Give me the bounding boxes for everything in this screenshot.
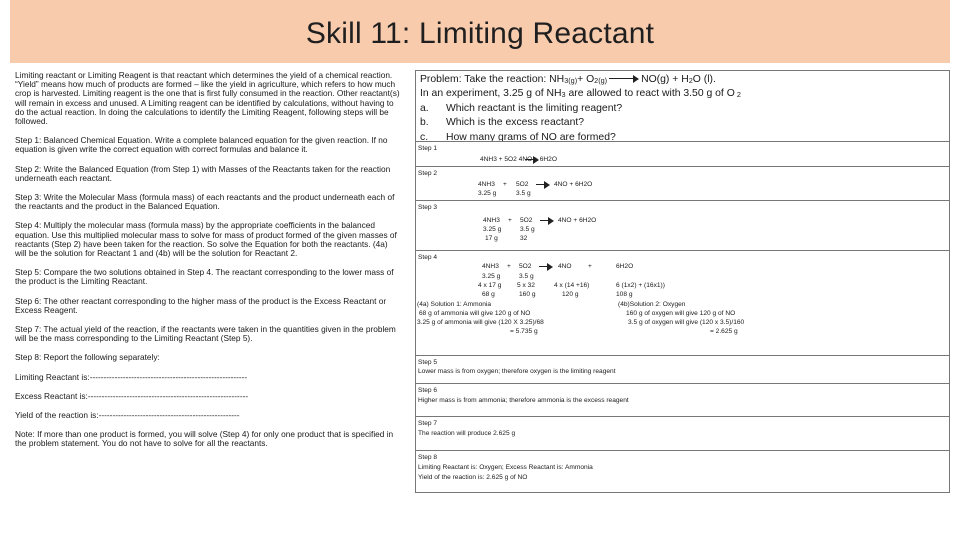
solution-step-3 bbox=[415, 200, 950, 251]
solution-step-6 bbox=[415, 383, 950, 417]
step-label: Step 4 bbox=[418, 254, 438, 261]
mass-ammonia: 3.25 g bbox=[483, 226, 502, 233]
solution-4a-result: = 5.735 g bbox=[510, 328, 538, 335]
yield-blank: Yield of the reaction is:--------------------------------------------------- bbox=[15, 410, 240, 421]
mass-oxygen: 3.5 g bbox=[520, 226, 535, 233]
problem-box bbox=[415, 70, 950, 142]
reaction-arrow-icon bbox=[525, 156, 539, 162]
question-text: Which is the excess reactant? bbox=[446, 117, 585, 129]
question-text: Which reactant is the limiting reagent? bbox=[446, 102, 623, 114]
reactant-oxygen: 5O2 bbox=[516, 181, 529, 188]
mass-oxygen: 3.5 g bbox=[519, 273, 534, 280]
instructions-column bbox=[15, 71, 400, 459]
solution-4b-line2: 3.5 g of oxygen will give (120 x 3.5)/160 bbox=[628, 319, 745, 326]
step8-result-line2: Yield of the reaction is: 2.625 g of NO bbox=[418, 474, 528, 481]
calc-no: 4 x (14 +16) bbox=[554, 282, 590, 289]
step-label: Step 3 bbox=[418, 204, 438, 211]
mass-oxygen: 3.5 g bbox=[516, 190, 531, 197]
solution-4b-line1: 160 g of oxygen will give 120 g of NO bbox=[626, 310, 736, 317]
title-banner bbox=[10, 0, 950, 63]
solution-step-8 bbox=[415, 450, 950, 493]
problem-text: In an experiment, 3.25 g of NH bbox=[420, 88, 562, 100]
step-label: Step 8 bbox=[418, 454, 438, 461]
reactant-oxygen: 5O2 bbox=[520, 217, 533, 224]
step7-result: The reaction will produce 2.625 g bbox=[418, 430, 516, 437]
step-label: Step 1 bbox=[418, 145, 438, 152]
step-label: Step 5 bbox=[418, 359, 438, 366]
solution-4a-line2: 3.25 g of ammonia will give (120 X 3.25)/68 bbox=[417, 319, 544, 326]
solution-steps bbox=[415, 142, 950, 493]
problem-text: + O bbox=[577, 74, 595, 85]
reactant-ammonia: 4NH3 bbox=[478, 181, 495, 188]
subscript: 2(g) bbox=[594, 76, 608, 85]
question-label: a. bbox=[420, 102, 429, 114]
reaction-arrow-icon bbox=[539, 263, 553, 269]
excess-reactant-blank: Excess Reactant is:---------------------------------------------------------- bbox=[15, 390, 249, 401]
subscript: 2 bbox=[688, 76, 693, 85]
question-b bbox=[420, 116, 945, 130]
question-a bbox=[420, 102, 945, 116]
mass-ammonia: 3.25 g bbox=[482, 273, 501, 280]
problem-text: Problem: Take the reaction: NH bbox=[420, 74, 565, 85]
step5-text: Step 5: Compare the two solutions obtained in Step 4. The reactant corresponding to the lower mass of the product is the Limiting Reactant. bbox=[15, 267, 394, 287]
reactant-oxygen: 5O2 bbox=[519, 263, 532, 270]
solution-4b-title: (4b)Solution 2: Oxygen bbox=[618, 301, 686, 308]
solution-step-7 bbox=[415, 416, 950, 451]
step8-result-line1: Limiting Reactant is: Oxygen; Excess Reactant is: Ammonia bbox=[418, 464, 593, 471]
total-water: 108 g bbox=[616, 291, 633, 298]
plus-sign: + bbox=[508, 217, 512, 224]
reaction-arrow-icon bbox=[609, 75, 639, 83]
solution-step-1 bbox=[415, 141, 950, 167]
problem-text: O (l). bbox=[692, 74, 716, 85]
mass-ammonia: 3.25 g bbox=[478, 190, 497, 197]
total-no: 120 g bbox=[562, 291, 579, 298]
step6-text: Step 6: The other reactant corresponding to the higher mass of the product is the Excess Reactant or Excess Reagent. bbox=[15, 295, 387, 315]
problem-text: are allowed to react with 3.50 g of O bbox=[565, 88, 735, 100]
product-no: 4NO bbox=[558, 263, 572, 270]
note-text: Note: If more than one product is formed, you will solve (Step 4) for only one product that is specified in the problem statement. You do not have to solve for all the reactants. bbox=[15, 429, 394, 449]
step1-text: Step 1: Balanced Chemical Equation. Write a complete balanced equation for the given reaction. If no equation is given write the correct equation with correct formulas and balance it. bbox=[15, 135, 388, 155]
total-ammonia: 68 g bbox=[482, 291, 495, 298]
calc-ammonia: 4 x 17 g bbox=[478, 282, 502, 289]
plus-sign: + bbox=[503, 181, 507, 188]
calc-oxygen: 5 x 32 bbox=[517, 282, 535, 289]
problem-line-2 bbox=[420, 87, 945, 101]
step7-text: Step 7: The actual yield of the reaction, if the reactants were taken in the quantities given in the problem will be the mass corresponding to the Limiting Reactant (Step 5). bbox=[15, 324, 396, 344]
balanced-equation: 4NH3 + 5O2 4NO + 6H2O bbox=[480, 156, 557, 163]
question-text: How many grams of NO are formed? bbox=[446, 131, 616, 143]
subscript: 3 bbox=[561, 90, 566, 100]
product-water: 6H2O bbox=[616, 263, 634, 270]
question-label: c. bbox=[420, 131, 429, 143]
reactant-ammonia: 4NH3 bbox=[482, 263, 499, 270]
solution-step-4 bbox=[415, 250, 950, 356]
molar-mass-oxygen: 32 bbox=[520, 235, 528, 242]
step2-text: Step 2: Write the Balanced Equation (from Step 1) with Masses of the Reactants taken for the reaction underneath each reactant. bbox=[15, 163, 391, 183]
reaction-arrow-icon bbox=[536, 181, 550, 187]
intro-paragraph: Limiting reactant or Limiting Reagent is that reactant which determines the yield of a chemical reaction. “Yield” means how much of products are formed – like the yield in agriculture, which refers to how much crop is harvested. Limiting reagent is the one that is first fully consumed in the reaction. Other reactant(s) will remain in excess and unused. A Limiting reagent can be identified by calculations, without having to do the actual reaction. In doing the calculations to identify the Limiting Reagent, following steps will be followed. bbox=[15, 70, 400, 127]
step8-text: Step 8: Report the following separately: bbox=[15, 352, 160, 363]
products: 4NO + 6H2O bbox=[558, 217, 597, 224]
solution-4a-title: (4a) Solution 1: Ammonia bbox=[417, 301, 492, 308]
problem-text: NO(g) + H bbox=[641, 74, 689, 85]
solution-step-2 bbox=[415, 166, 950, 201]
calc-water: 6 (1x2) + (16x1)) bbox=[616, 282, 665, 289]
step6-result: Higher mass is from ammonia; therefore ammonia is the excess reagent bbox=[418, 397, 629, 404]
subscript: 3(g) bbox=[564, 76, 578, 85]
solution-4b-result: = 2.625 g bbox=[710, 328, 738, 335]
reaction-arrow-icon bbox=[540, 217, 554, 223]
question-label: b. bbox=[420, 117, 429, 129]
molar-mass-ammonia: 17 g bbox=[485, 235, 498, 242]
total-oxygen: 160 g bbox=[519, 291, 536, 298]
step-label: Step 6 bbox=[418, 387, 438, 394]
step3-text: Step 3: Write the Molecular Mass (formula mass) of each reactants and the product underneath each of the reactants and the product in the Balanced Equation. bbox=[15, 192, 395, 212]
step4-text: Step 4: Multiply the molecular mass (formula mass) by the appropriate coefficients in the balanced equation. Use this multiplied molecular mass to solve for mass of product formed of the given masses of reactants (Step 2) have been taken for the reaction. So solve the Equation for both the reactants. (4a) will be the solution for Reactant 1 and (4b) will be the solution for Reactant 2. bbox=[15, 220, 397, 259]
products: 4NO + 6H2O bbox=[554, 181, 593, 188]
step-label: Step 2 bbox=[418, 170, 438, 177]
step5-result: Lower mass is from oxygen; therefore oxygen is the limiting reagent bbox=[418, 368, 616, 375]
plus-sign: + bbox=[507, 263, 511, 270]
problem-line-1 bbox=[420, 73, 945, 87]
reactant-ammonia: 4NH3 bbox=[483, 217, 500, 224]
plus-sign: + bbox=[588, 263, 592, 270]
subscript: 2 bbox=[734, 90, 741, 100]
solution-4a-line1: 68 g of ammonia will give 120 g of NO bbox=[419, 310, 531, 317]
limiting-reactant-blank: Limiting Reactant is:--------------------------------------------------------- bbox=[15, 371, 248, 382]
solution-step-5 bbox=[415, 355, 950, 384]
page-title: Skill 11: Limiting Reactant bbox=[305, 16, 655, 50]
step-label: Step 7 bbox=[418, 420, 438, 427]
